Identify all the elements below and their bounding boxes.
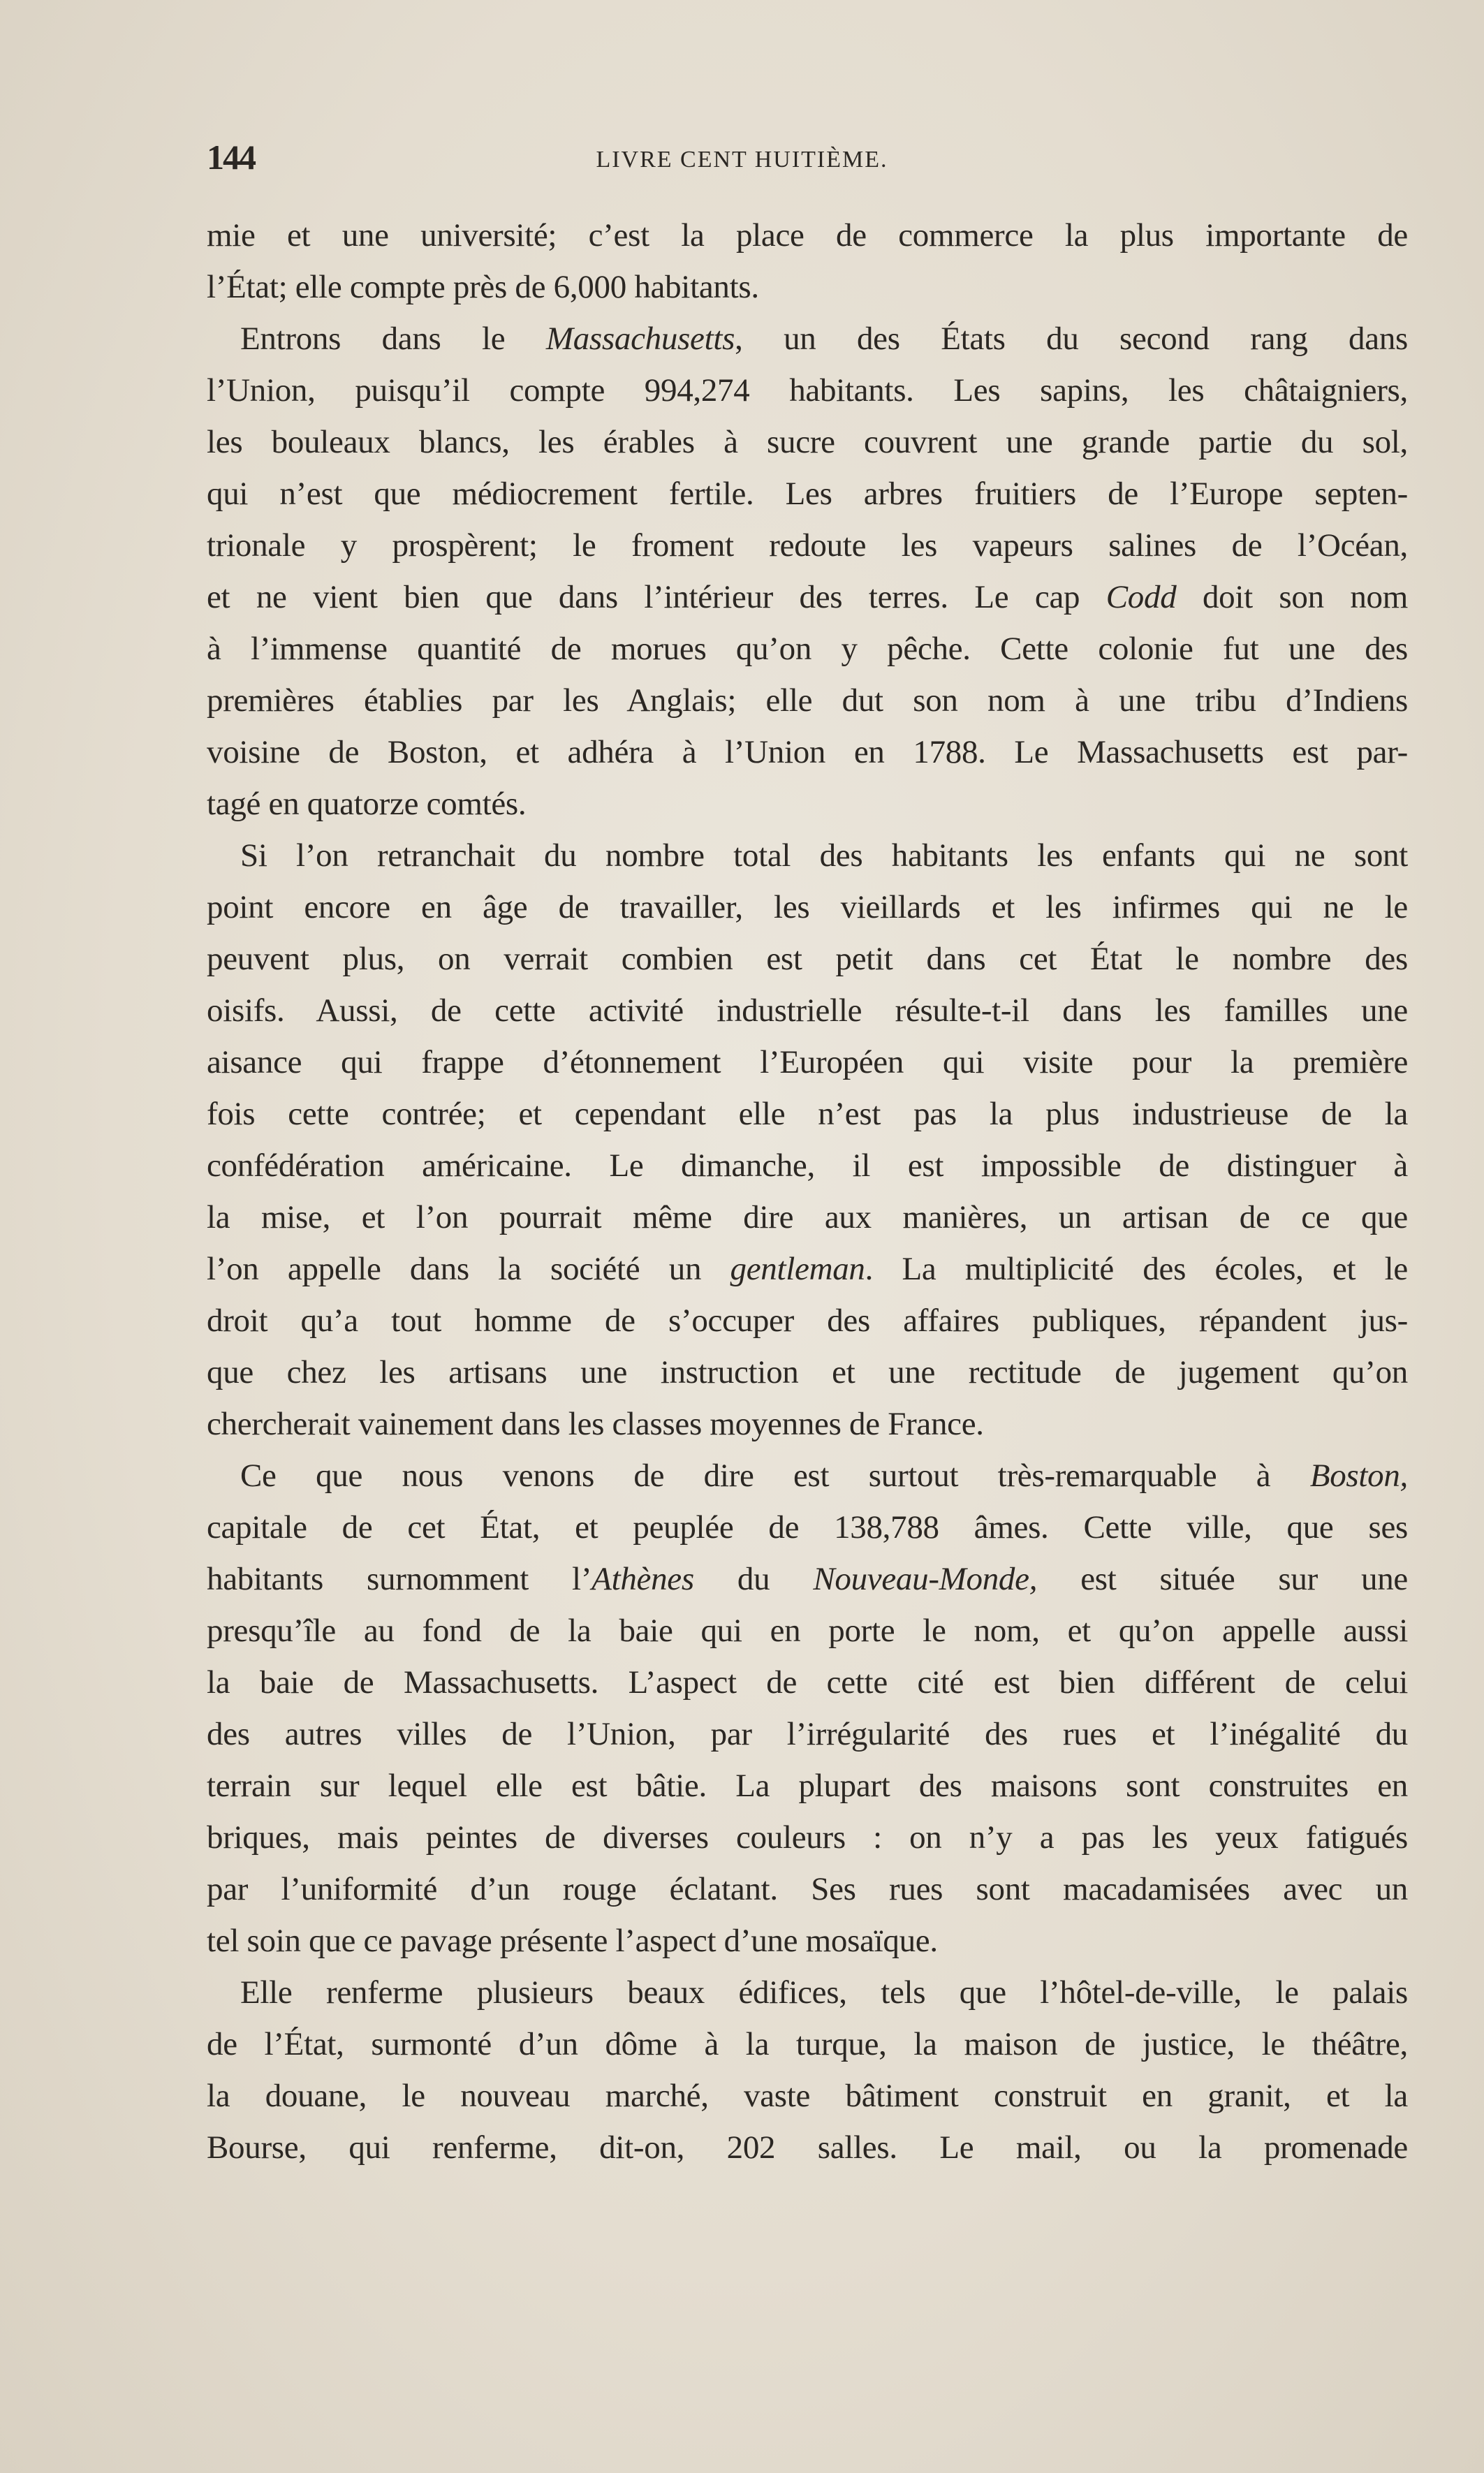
text-segment: briques, mais peintes de diverses couleurs : on n’y a pas les yeux fatigués [207,1819,1408,1856]
italic-text: Massachusetts [545,321,735,357]
italic-text: Nouveau-Monde, [813,1561,1038,1597]
text-segment: chercherait vainement dans les classes moyennes de France. [207,1406,984,1442]
text-line [207,1553,1408,1605]
text-line [207,1346,1408,1398]
text-line [207,1863,1408,1915]
text-segment: habitants surnomment l’ [207,1561,592,1597]
text-segment: Elle renferme plusieurs beaux édifices, tels que l’hôtel-de-ville, le palais [240,1974,1408,2011]
text-line [207,313,1408,365]
text-segment: de l’État, surmonté d’un dôme à la turque, la maison de justice, le théâtre, [207,2026,1408,2062]
text-segment: Si l’on retranchait du nombre total des habitants les enfants qui ne sont [240,837,1408,874]
text-line [207,2070,1408,2122]
text-segment: que chez les artisans une instruction et une rectitude de jugement qu’on [207,1354,1408,1390]
text-segment: par l’uniformité d’un rouge éclatant. Ses rues sont macadamisées avec un [207,1871,1408,1907]
text-segment: voisine de Boston, et adhéra à l’Union en 1788. Le Massachusetts est par- [207,734,1408,770]
text-line [207,1398,1408,1450]
text-segment: la mise, et l’on pourrait même dire aux manières, un artisan de ce que [207,1199,1408,1235]
text-line [207,1450,1408,1502]
text-segment: à l’immense quantité de morues qu’on y pêche. Cette colonie fut une des [207,631,1408,667]
text-segment: droit qu’a tout homme de s’occuper des affaires publiques, répandent jus- [207,1302,1408,1339]
italic-text: Boston, [1309,1458,1408,1494]
text-line [207,830,1408,881]
text-line [207,365,1408,416]
text-line [207,1915,1408,1967]
text-line [207,726,1408,778]
text-segment: capitale de cet État, et peuplée de 138,788 âmes. Cette ville, que ses [207,1509,1408,1546]
text-segment: premières établies par les Anglais; elle dut son nom à une tribu d’Indiens [207,682,1408,719]
body-text [207,210,1408,2173]
text-segment: confédération américaine. Le dimanche, il est impossible de distinguer à [207,1147,1408,1184]
text-segment: qui n’est que médiocrement fertile. Les arbres fruitiers de l’Europe septen- [207,476,1408,512]
text-segment: l’État; elle compte près de 6,000 habitants. [207,269,759,305]
text-segment: fois cette contrée; et cependant elle n’est pas la plus industrieuse de la [207,1096,1408,1132]
text-segment: point encore en âge de travailler, les vieillards et les infirmes qui ne le [207,889,1408,925]
text-segment: terrain sur lequel elle est bâtie. La plupart des maisons sont construites en [207,1768,1408,1804]
text-line [207,985,1408,1036]
text-segment: la douane, le nouveau marché, vaste bâtiment construit en granit, et la [207,2078,1408,2114]
text-segment: peuvent plus, on verrait combien est petit dans cet État le nombre des [207,941,1408,977]
text-line [207,1605,1408,1657]
text-segment: Ce que nous venons de dire est surtout très-remarquable à [240,1458,1310,1494]
text-line [207,520,1408,571]
text-segment: tagé en quatorze comtés. [207,786,527,822]
text-segment: Bourse, qui renferme, dit-on, 202 salles. Le mail, ou la promenade [207,2129,1408,2166]
text-line [207,1295,1408,1346]
text-segment: et ne vient bien que dans l’intérieur des terres. Le cap [207,579,1106,615]
text-segment: aisance qui frappe d’étonnement l’Européen qui visite pour la première [207,1044,1408,1080]
page-number: 144 [207,138,255,177]
text-line [207,2122,1408,2173]
text-line [207,933,1408,985]
text-segment: doit son nom [1176,579,1408,615]
text-segment: oisifs. Aussi, de cette activité industrielle résulte-t-il dans les familles une [207,992,1408,1029]
text-line [207,675,1408,726]
text-line [207,1191,1408,1243]
text-line [207,468,1408,520]
text-segment: Entrons dans le [240,321,546,357]
italic-text: gentleman [730,1251,865,1287]
text-segment: est située sur une [1037,1561,1408,1597]
text-line [207,1088,1408,1140]
italic-text: Codd [1105,579,1177,615]
text-segment: les bouleaux blancs, les érables à sucre couvrent une grande partie du sol, [207,424,1408,460]
text-line [207,2018,1408,2070]
text-line [207,261,1408,313]
text-segment: l’on appelle dans la société un [207,1251,730,1287]
text-segment: du [693,1561,814,1597]
italic-text: Athènes [592,1561,694,1597]
text-line [207,1502,1408,1553]
text-segment: presqu’île au fond de la baie qui en porte le nom, et qu’on appelle aussi [207,1613,1408,1649]
text-line [207,416,1408,468]
text-line [207,210,1408,261]
text-line [207,1760,1408,1812]
text-line [207,623,1408,675]
running-head: LIVRE CENT HUITIÈME. [596,147,888,173]
text-line [207,1243,1408,1295]
text-line [207,1967,1408,2018]
text-line [207,1036,1408,1088]
text-segment: mie et une université; c’est la place de commerce la plus importante de [207,217,1408,254]
text-segment: tel soin que ce pavage présente l’aspect d’une mosaïque. [207,1923,938,1959]
text-segment: . La multiplicité des écoles, et le [865,1251,1408,1287]
text-segment: l’Union, puisqu’il compte 994,274 habitants. Les sapins, les châtaigniers, [207,372,1408,409]
text-line [207,1657,1408,1708]
text-line [207,1708,1408,1760]
text-line [207,1140,1408,1191]
text-line [207,571,1408,623]
text-line [207,778,1408,830]
text-segment: , un des États du second rang dans [735,321,1409,357]
text-segment: des autres villes de l’Union, par l’irrégularité des rues et l’inégalité du [207,1716,1408,1752]
text-line [207,1812,1408,1863]
text-segment: la baie de Massachusetts. L’aspect de cette cité est bien différent de celui [207,1664,1408,1701]
text-segment: trionale y prospèrent; le froment redoute les vapeurs salines de l’Océan, [207,527,1408,564]
text-line [207,881,1408,933]
